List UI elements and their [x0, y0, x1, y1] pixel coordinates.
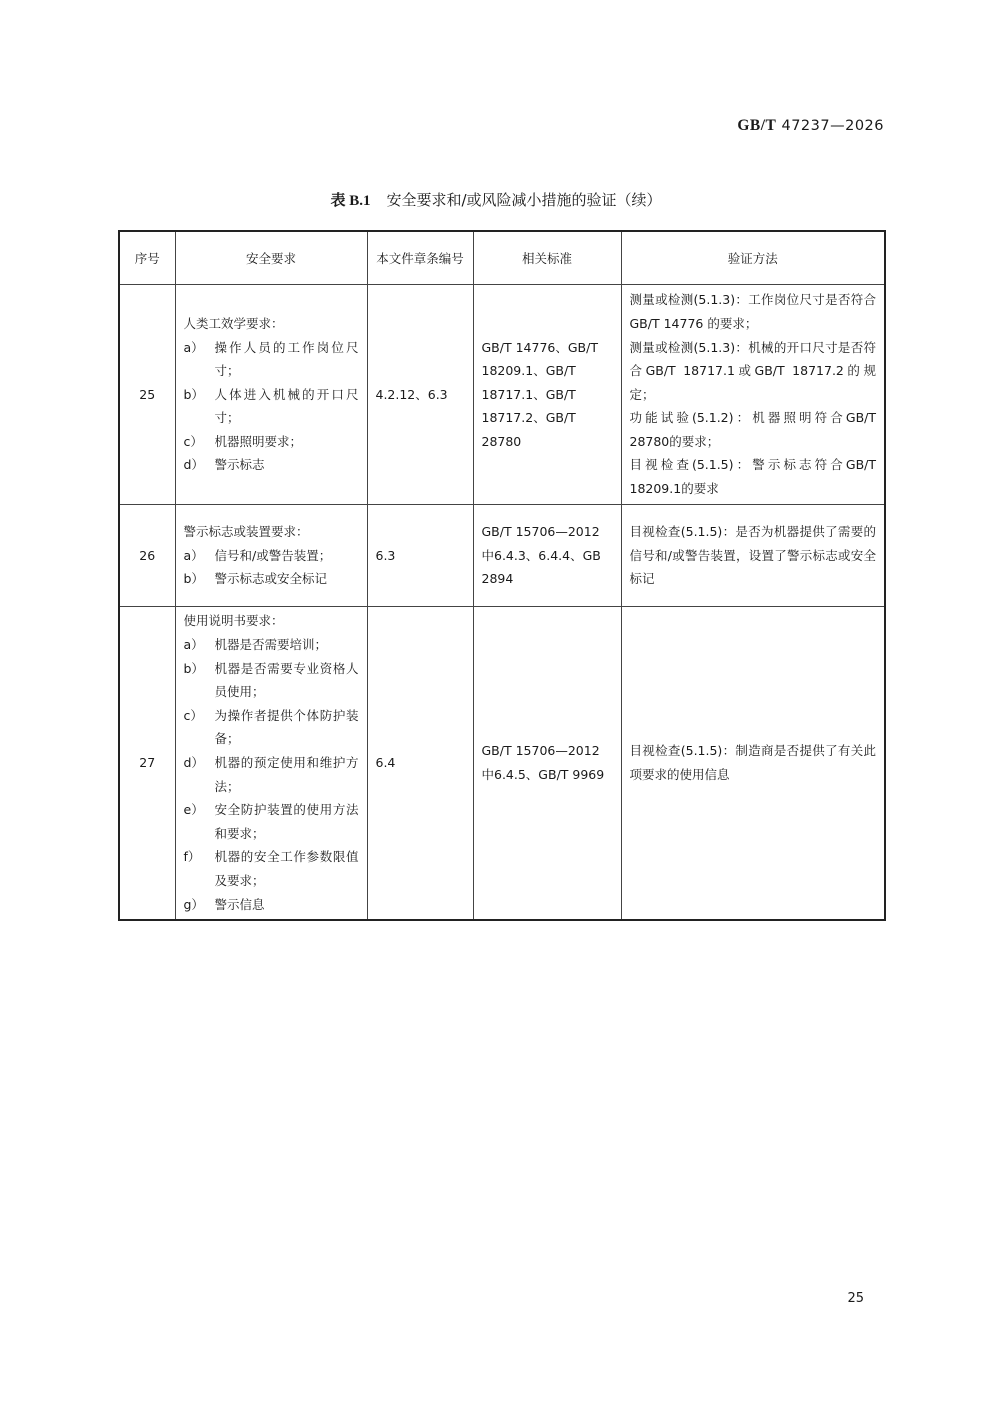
requirement-item: a） 机器是否需要培训；	[183, 636, 328, 652]
verification-line: 功能试验(5.1.2)：机器照明符合GB/T 28780的要求；	[629, 410, 876, 449]
row-number: 25	[119, 285, 175, 505]
standard-number: 47237—2026	[781, 118, 884, 134]
table-header-row	[119, 231, 885, 285]
requirement-item: c） 机器照明要求；	[183, 433, 303, 449]
table-row	[119, 285, 885, 505]
requirement-item: d） 警示标志	[183, 457, 265, 473]
requirement-item: e） 安全防护装置的使用方法和要求；	[183, 802, 359, 841]
standard-header	[737, 117, 884, 135]
verification-method	[621, 607, 885, 920]
verification-line: 目视检查(5.1.5)：制造商是否提供了有关此项要求的使用信息	[629, 743, 876, 782]
related-standards: GB/T 15706—2012 中6.4.3、6.4.4、GB 2894	[473, 505, 621, 607]
requirement-heading: 人类工效学要求：	[183, 315, 284, 331]
verification-line: 测量或检测(5.1.3)：机械的开口尺寸是否符合GB/T 18717.1或GB/T 18717.2的规定；	[629, 339, 876, 402]
verification-method	[621, 285, 885, 505]
requirement-item: d） 机器的预定使用和维护方法；	[183, 754, 359, 794]
related-standards: GB/T 15706—2012 中6.4.5、GB/T 9969	[473, 607, 621, 920]
verification-line: 测量或检测(5.1.3)：工作岗位尺寸是否符合GB/T 14776 的要求；	[629, 292, 876, 331]
requirement-heading: 使用说明书要求：	[183, 613, 284, 629]
chapter-ref: 6.3	[367, 505, 473, 607]
related-standards: GB/T 14776、GB/T 18209.1、GB/T 18717.1、GB/T 18717.2、GB/T 28780	[473, 285, 621, 505]
chapter-ref: 6.4	[367, 607, 473, 920]
table-row	[119, 505, 885, 607]
requirement-item: c） 为操作者提供个体防护装备；	[183, 707, 359, 747]
row-number: 26	[119, 505, 175, 607]
requirement-heading: 警示标志或装置要求：	[183, 524, 309, 540]
verification-line: 目视检查(5.1.5)：是否为机器提供了需要的信号和/或警告装置，设置了警示标志或安全标记	[629, 524, 876, 587]
requirement-item: b） 人体进入机械的开口尺寸；	[183, 386, 359, 426]
col-header-chapter: 本文件章条编号	[367, 231, 473, 285]
requirement-cell	[175, 505, 367, 607]
requirement-item: b） 警示标志或安全标记	[183, 571, 328, 587]
page-number: 25	[847, 1291, 864, 1306]
standard-prefix: GB/T	[737, 117, 777, 134]
table-row	[119, 607, 885, 920]
chapter-ref: 4.2.12、6.3	[367, 285, 473, 505]
requirement-item: f） 机器的安全工作参数限值及要求；	[183, 849, 359, 888]
row-number: 27	[119, 607, 175, 920]
requirement-item: a） 操作人员的工作岗位尺寸；	[183, 339, 359, 379]
table-title	[0, 189, 992, 210]
table-number: 表 B.1	[330, 193, 371, 209]
verification-table	[118, 230, 886, 921]
table-caption: 安全要求和/或风险减小措施的验证（续）	[386, 191, 662, 209]
col-header-verification: 验证方法	[621, 231, 885, 285]
verification-line: 目视检查(5.1.5)：警示标志符合GB/T 18209.1的要求	[629, 457, 876, 497]
col-header-standards: 相关标准	[473, 231, 621, 285]
verification-method	[621, 505, 885, 607]
col-header-no: 序号	[119, 231, 175, 285]
requirement-item: b） 机器是否需要专业资格人员使用；	[183, 660, 359, 700]
requirement-item: a） 信号和/或警告装置；	[183, 547, 332, 563]
col-header-requirement: 安全要求	[175, 231, 367, 285]
requirement-item: g） 警示信息	[183, 896, 265, 912]
requirement-cell	[175, 285, 367, 505]
requirement-cell	[175, 607, 367, 920]
